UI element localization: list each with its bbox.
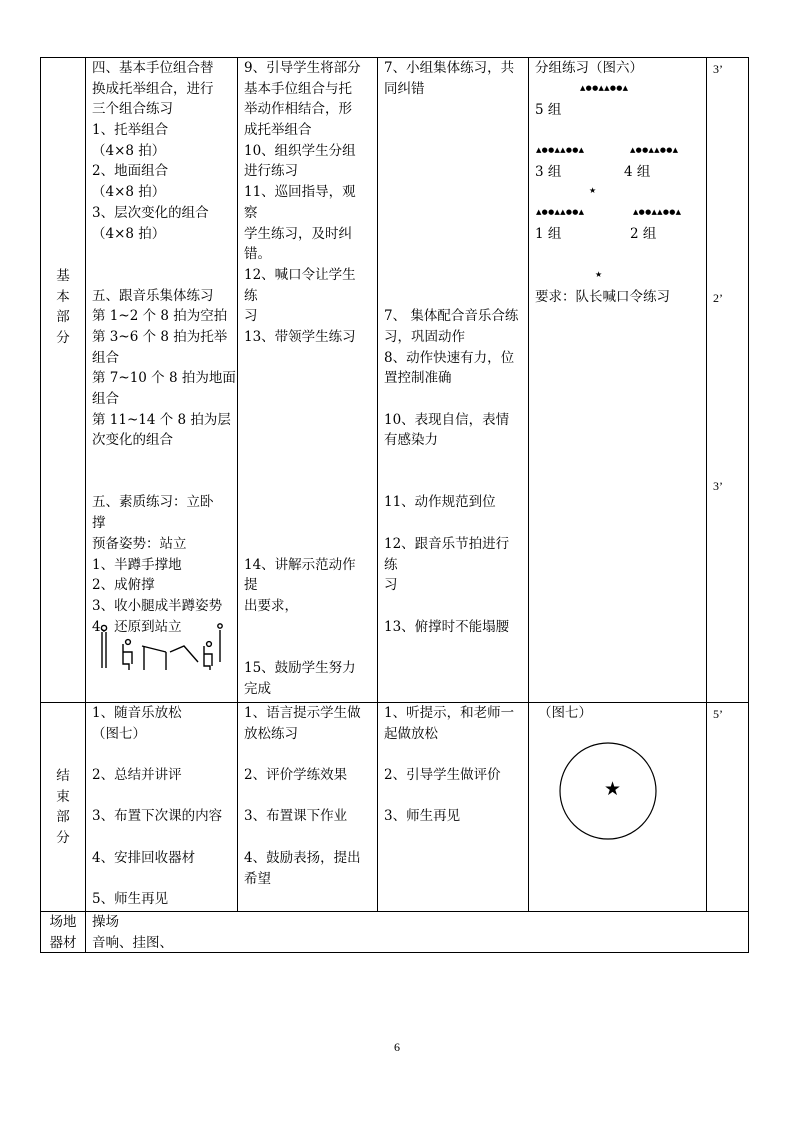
venue-content: [92, 912, 173, 953]
formation-row: ▲●●▲▲●●▲: [580, 84, 629, 92]
text-line: 组合: [92, 391, 119, 407]
end-teacher-column: [244, 703, 361, 889]
venue-label: 场地 器材: [49, 914, 77, 951]
text-line: [244, 348, 361, 369]
basic-section-label: 基 本 部 分: [56, 268, 70, 347]
text-line: 4、安排回收器材: [92, 849, 196, 866]
text-line: 五、跟音乐集体练习: [92, 287, 214, 304]
text-line: [384, 182, 518, 203]
text-line: 同纠错: [384, 80, 425, 97]
text-line: 15、鼓励学生努力: [244, 659, 356, 676]
text-line: 成托举组合: [244, 122, 312, 139]
text-line: [244, 786, 361, 807]
text-line: [384, 141, 518, 162]
text-line: 14、讲解示范动作: [244, 556, 356, 573]
text-line: 撑: [92, 515, 106, 532]
text-line: 基本手位组合与托: [244, 80, 352, 97]
text-line: 举动作相结合，形: [244, 101, 352, 118]
text-line: 察: [244, 204, 258, 221]
text-line: 2、评价学练效果: [244, 767, 348, 784]
text-line: 第 1~2 个 8 拍为空拍: [92, 308, 228, 325]
formation-row: ▲●●▲▲●●▲: [633, 208, 682, 216]
text-line: 换成托举组合，进行: [92, 80, 214, 97]
time-value: 3’: [713, 62, 723, 76]
text-line: 3、师生再见: [384, 808, 461, 825]
text-line: 9、引导学生将部分: [244, 60, 361, 76]
group-label: 3 组: [535, 164, 562, 180]
text-line: [384, 744, 514, 765]
text-line: [92, 869, 222, 890]
text-line: [244, 637, 361, 658]
text-line: [384, 244, 518, 265]
text-line: [244, 534, 361, 555]
text-line: [92, 827, 222, 848]
basic-content-column: [92, 58, 236, 637]
text-line: [244, 368, 361, 389]
text-line: [384, 451, 518, 472]
text-line: [244, 410, 361, 431]
text-line: 放松练习: [244, 725, 298, 742]
text-line: 预备姿势：站立: [92, 535, 187, 552]
text-line: 第 3~6 个 8 拍为托举: [92, 328, 228, 345]
text-line: [384, 286, 518, 307]
text-line: [244, 472, 361, 493]
text-line: 10、组织学生分组: [244, 142, 356, 159]
text-line: [92, 244, 236, 265]
teacher-star-icon: ★: [589, 186, 597, 195]
basic-student-column: [384, 58, 518, 637]
exercise-figures-illustration: [96, 622, 226, 674]
org-requirement: 要求：队长喊口令练习: [535, 289, 670, 305]
text-line: 起做放松: [384, 725, 438, 742]
text-line: 习: [384, 577, 398, 594]
text-line: 10、表现自信，表情: [384, 411, 510, 428]
text-line: 5、师生再见: [92, 891, 169, 908]
text-line: 11、巡回指导，观: [244, 184, 356, 201]
text-line: 1、语言提示学生做: [244, 705, 361, 721]
text-line: 1、听提示，和老师一: [384, 705, 515, 721]
text-line: （4×8 拍）: [92, 184, 166, 201]
text-line: [92, 265, 236, 286]
text-line: [384, 389, 518, 410]
text-line: 4、鼓励表扬，提出: [244, 849, 361, 866]
text-line: [244, 451, 361, 472]
text-line: 第 11~14 个 8 拍为层: [92, 411, 231, 428]
text-line: 2、总结并讲评: [92, 767, 182, 784]
teacher-star-icon: ★: [595, 270, 603, 279]
text-line: 错。: [244, 246, 271, 263]
text-line: 12、跟音乐节拍进行: [384, 535, 510, 552]
formation-row: ▲●●▲▲●●▲: [536, 146, 585, 154]
text-line: [244, 430, 361, 451]
text-line: 2、地面组合: [92, 163, 169, 180]
table-right-border: [748, 57, 749, 953]
text-line: 练: [384, 556, 398, 573]
text-line: [384, 203, 518, 224]
text-line: [384, 120, 518, 141]
text-line: 三个组合练习: [92, 101, 173, 118]
text-line: [244, 827, 361, 848]
text-line: 提: [244, 577, 258, 594]
text-line: 1、半蹲手撑地: [92, 556, 182, 573]
text-line: 五、素质练习：立卧: [92, 494, 214, 511]
text-line: 13、俯撑时不能塌腰: [384, 618, 510, 635]
text-line: [384, 786, 514, 807]
text-line: [92, 451, 236, 472]
text-line: （4×8 拍）: [92, 225, 166, 242]
text-line: 3、收小腿成半蹲姿势: [92, 597, 223, 614]
text-line: （图七）: [92, 725, 146, 742]
text-line: 12、喊口令让学生: [244, 266, 356, 283]
text-line: 3、布置下次课的内容: [92, 808, 223, 825]
text-line: 1、托举组合: [92, 122, 169, 139]
formation-row: ▲●●▲▲●●▲: [536, 208, 585, 216]
text-line: 希望: [244, 870, 271, 887]
group-label: 2 组: [630, 226, 657, 242]
text-line: 11、动作规范到位: [384, 494, 496, 511]
text-line: [384, 472, 518, 493]
text-line: 1、随音乐放松: [92, 705, 182, 721]
text-line: 练: [244, 287, 258, 304]
group-label: 1 组: [535, 226, 562, 242]
column-divider: [237, 57, 238, 912]
text-line: 4、还原到站立: [92, 618, 182, 635]
org-title: （图七）: [538, 705, 592, 721]
group-label: 5 组: [535, 102, 562, 118]
text-line: 有感染力: [384, 432, 438, 449]
basic-teacher-column: [244, 58, 361, 699]
text-line: 四、基本手位组合替: [92, 60, 214, 76]
page-number: 6: [394, 1040, 400, 1054]
text-line: 第 7~10 个 8 拍为地面: [92, 370, 236, 387]
text-line: [384, 513, 518, 534]
time-value: 3’: [713, 479, 723, 493]
column-divider: [528, 57, 529, 912]
text-line: 习，巩固动作: [384, 328, 465, 345]
text-line: 置控制准确: [384, 370, 452, 387]
text-line: 3、层次变化的组合: [92, 204, 209, 221]
text-line: [384, 161, 518, 182]
text-line: 进行练习: [244, 163, 298, 180]
text-line: 组合: [92, 349, 119, 366]
text-line: 8、动作快速有力，位: [384, 349, 515, 366]
text-line: 3、布置课下作业: [244, 808, 348, 825]
text-line: 习: [244, 308, 258, 325]
text-line: 完成: [244, 680, 271, 697]
text-line: 操场: [92, 914, 119, 930]
time-value: 5’: [713, 707, 723, 721]
column-divider: [377, 57, 378, 912]
text-line: [92, 472, 236, 493]
text-line: [244, 492, 361, 513]
org-title: 分组练习（图六）: [535, 60, 643, 76]
text-line: [384, 224, 518, 245]
end-section-label: 结 束 部 分: [56, 768, 70, 847]
text-line: [244, 744, 361, 765]
text-line: [244, 617, 361, 638]
text-line: [92, 786, 222, 807]
text-line: 2、成俯撑: [92, 577, 155, 594]
end-content-column: [92, 703, 222, 910]
column-divider: [706, 57, 707, 912]
time-value: 2’: [713, 291, 723, 305]
formation-row: ▲●●▲▲●●▲: [630, 146, 679, 154]
text-line: 出要求，: [244, 597, 298, 614]
text-line: [244, 389, 361, 410]
text-line: 13、带领学生练习: [244, 328, 356, 345]
text-line: 学生练习，及时纠: [244, 225, 352, 242]
text-line: [384, 596, 518, 617]
text-line: （4×8 拍）: [92, 142, 166, 159]
text-line: 7、小组集体练习，共: [384, 60, 515, 76]
text-line: [92, 744, 222, 765]
group-label: 4 组: [624, 164, 651, 180]
column-divider: [85, 57, 86, 953]
text-line: 次变化的组合: [92, 432, 173, 449]
text-line: 2、引导学生做评价: [384, 767, 501, 784]
text-line: [384, 99, 518, 120]
text-line: [244, 513, 361, 534]
end-student-column: [384, 703, 514, 827]
teacher-star-icon: ★: [604, 778, 622, 800]
text-line: 7、 集体配合音乐合练: [384, 308, 519, 325]
text-line: 音响、挂图、: [92, 934, 173, 951]
text-line: [384, 265, 518, 286]
